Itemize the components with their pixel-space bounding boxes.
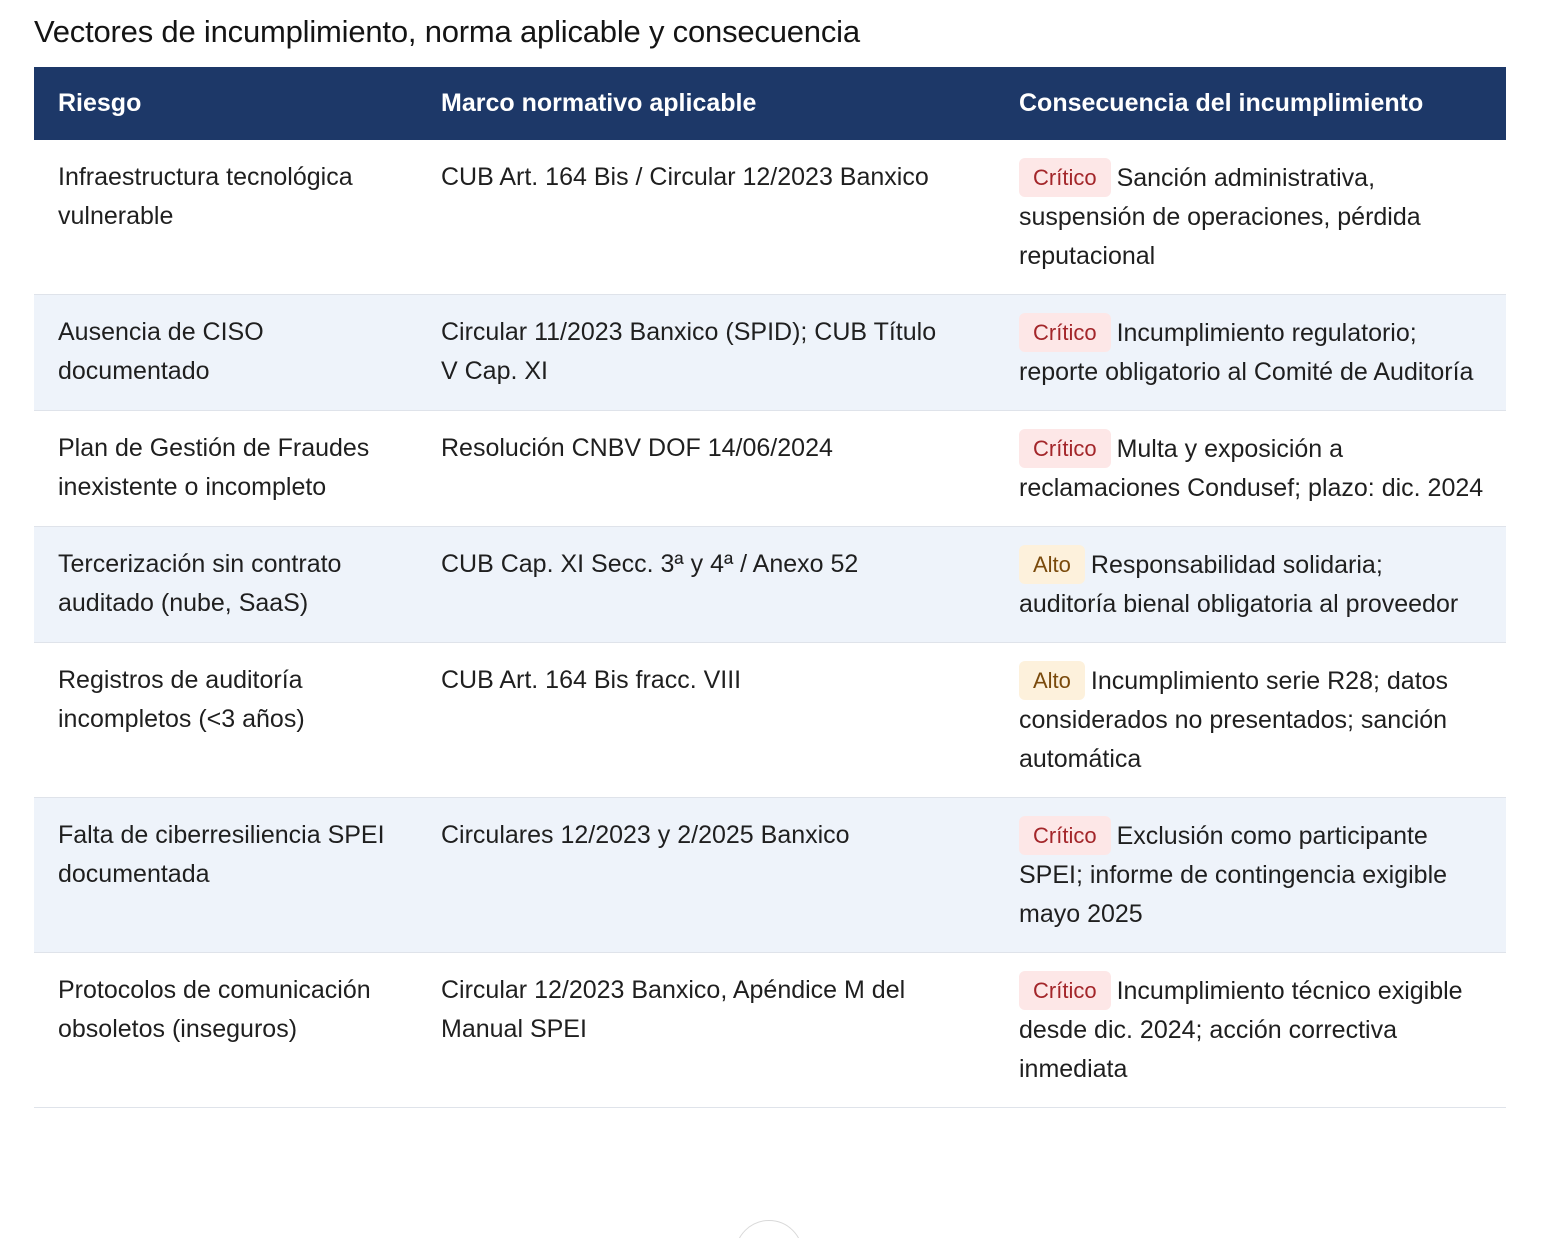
table-row: [34, 798, 1506, 953]
severity-badge: Alto: [1019, 545, 1085, 584]
consecuencia-text: Exclusión como participante SPEI; informe de contingencia exigible mayo 2025: [1019, 822, 1448, 928]
cell-consecuencia: [961, 953, 1506, 1108]
severity-badge: Crítico: [1019, 158, 1111, 197]
cell-riesgo: Registros de auditoría incompletos (<3 años): [34, 643, 417, 798]
consecuencia-text: Incumplimiento técnico exigible desde dic. 2024; acción correctiva inmediata: [1019, 977, 1463, 1083]
severity-badge: Crítico: [1019, 971, 1111, 1010]
risk-table: [34, 67, 1506, 1108]
table-row: [34, 643, 1506, 798]
table-header-row: [34, 67, 1506, 140]
consecuencia-text: Incumplimiento serie R28; datos considerados no presentados; sanción automática: [1019, 667, 1449, 773]
cell-consecuencia: [961, 643, 1506, 798]
table-row: [34, 953, 1506, 1108]
cell-consecuencia: [961, 140, 1506, 295]
cell-marco: CUB Cap. XI Secc. 3ª y 4ª / Anexo 52: [417, 527, 961, 643]
cell-consecuencia: [961, 798, 1506, 953]
severity-badge: Crítico: [1019, 816, 1111, 855]
cell-riesgo: Plan de Gestión de Fraudes inexistente o incompleto: [34, 411, 417, 527]
cell-riesgo: Falta de ciberresiliencia SPEI documentada: [34, 798, 417, 953]
column-header-riesgo: Riesgo: [34, 67, 417, 140]
table-row: [34, 140, 1506, 295]
table-header: [34, 67, 1506, 140]
consecuencia-text: Responsabilidad solidaria; auditoría bienal obligatoria al proveedor: [1019, 551, 1459, 618]
cell-riesgo: Protocolos de comunicación obsoletos (inseguros): [34, 953, 417, 1108]
column-header-marco: Marco normativo aplicable: [417, 67, 961, 140]
cell-marco: CUB Art. 164 Bis fracc. VIII: [417, 643, 961, 798]
cell-consecuencia: [961, 295, 1506, 411]
cell-marco: Circular 11/2023 Banxico (SPID); CUB Título V Cap. XI: [417, 295, 961, 411]
severity-badge: Crítico: [1019, 313, 1111, 352]
consecuencia-text: Incumplimiento regulatorio; reporte obligatorio al Comité de Auditoría: [1019, 319, 1474, 386]
severity-badge: Alto: [1019, 661, 1085, 700]
table-row: [34, 411, 1506, 527]
cell-marco: Circular 12/2023 Banxico, Apéndice M del Manual SPEI: [417, 953, 961, 1108]
cell-riesgo: Tercerización sin contrato auditado (nube, SaaS): [34, 527, 417, 643]
table-body: [34, 140, 1506, 1108]
column-header-consecuencia: Consecuencia del incumplimiento: [961, 67, 1506, 140]
table-row: [34, 527, 1506, 643]
cell-riesgo: Infraestructura tecnológica vulnerable: [34, 140, 417, 295]
cell-consecuencia: [961, 411, 1506, 527]
cell-riesgo: Ausencia de CISO documentado: [34, 295, 417, 411]
cell-marco: CUB Art. 164 Bis / Circular 12/2023 Banxico: [417, 140, 961, 295]
severity-badge: Crítico: [1019, 429, 1111, 468]
table-row: [34, 295, 1506, 411]
page-title: Vectores de incumplimiento, norma aplicable y consecuencia: [34, 14, 860, 49]
consecuencia-text: Sanción administrativa, suspensión de operaciones, pérdida reputacional: [1019, 164, 1421, 270]
consecuencia-text: Multa y exposición a reclamaciones Condusef; plazo: dic. 2024: [1019, 435, 1484, 502]
cell-marco: Resolución CNBV DOF 14/06/2024: [417, 411, 961, 527]
scroll-down-button[interactable]: [735, 1220, 803, 1238]
cell-consecuencia: [961, 527, 1506, 643]
cell-marco: Circulares 12/2023 y 2/2025 Banxico: [417, 798, 961, 953]
